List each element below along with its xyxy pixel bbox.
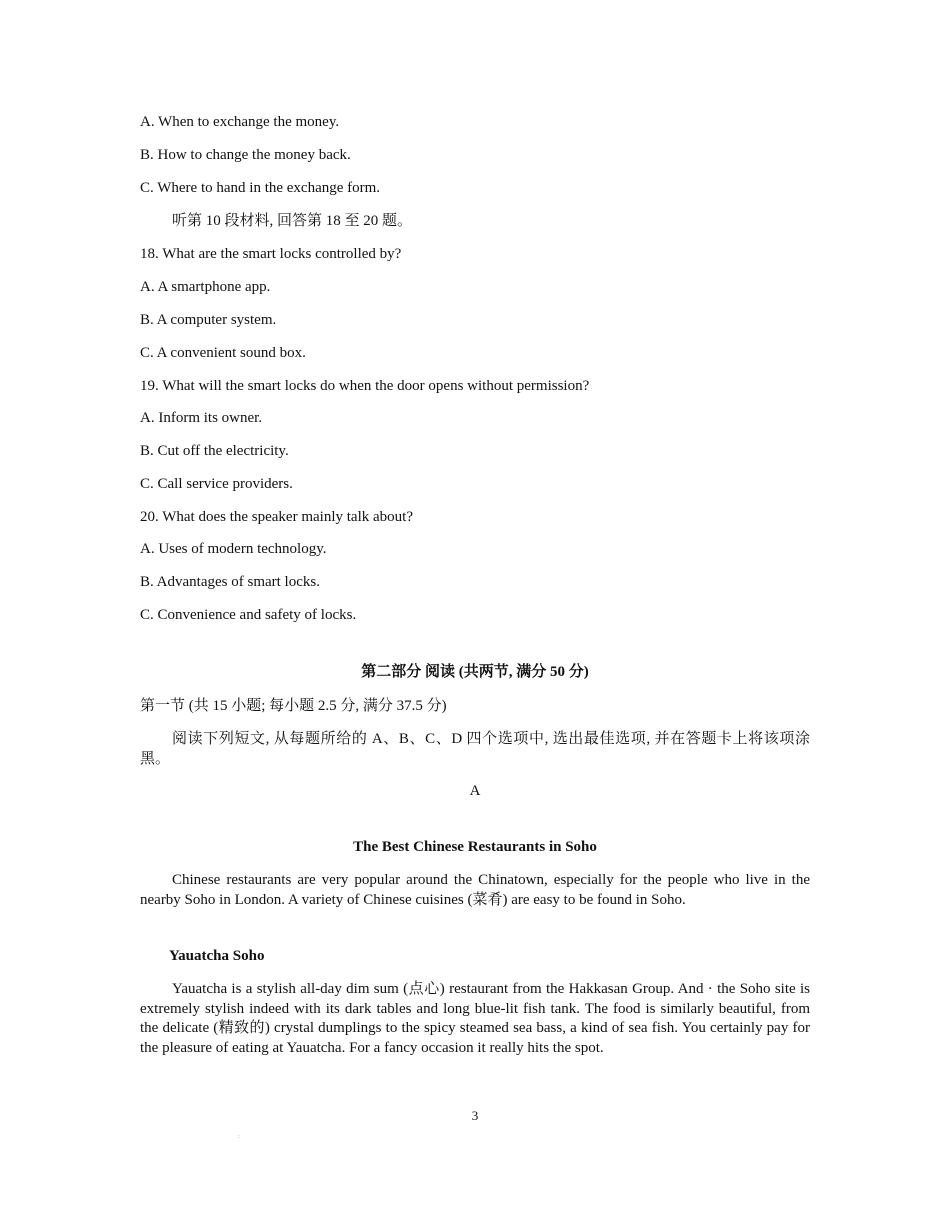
q19-option-c: C. Call service providers. <box>140 476 293 492</box>
q20-option-b: B. Advantages of smart locks. <box>140 574 320 590</box>
q18-question: 18. What are the smart locks controlled by? <box>140 246 402 262</box>
q19-option-a: A. Inform its owner. <box>140 410 263 426</box>
section1-title: 第一节 (共 15 小题; 每小题 2.5 分, 满分 37.5 分) <box>140 698 447 714</box>
q20-option-a: A. Uses of modern technology. <box>140 541 327 557</box>
reading-instructions: 阅读下列短文, 从每题所给的 A、B、C、D 四个选项中, 选出最佳选项, 并在答题卡上将该项涂黑。 <box>140 731 810 767</box>
q18-option-c: C. A convenient sound box. <box>140 345 306 361</box>
restaurant-heading: Yauatcha Soho <box>169 948 265 964</box>
q17-option-a: A. When to exchange the money. <box>140 114 340 130</box>
page-number: 3 <box>471 1108 479 1123</box>
q17-option-c: C. Where to hand in the exchange form. <box>140 180 381 196</box>
passage-label: A <box>469 783 481 799</box>
q19-question: 19. What will the smart locks do when the door opens without permission? <box>140 378 590 394</box>
footer-mark: : <box>238 1134 240 1140</box>
q19-option-b: B. Cut off the electricity. <box>140 443 289 459</box>
q17-option-b: B. How to change the money back. <box>140 147 351 163</box>
restaurant-description: Yauatcha is a stylish all-day dim sum (点心) restaurant from the Hakkasan Group. And · the Soho site is extremely stylish indeed with its dark tables and long blue-lit fish tank. The food is similarly beautiful, from the delicate (精致的) crystal dumplings to the spicy steamed sea bass, a kind of sea fish. You certainly pay for the pleasure of eating at Yauatcha. For a fancy occasion it really hits the spot. <box>140 981 810 1056</box>
q20-option-c: C. Convenience and safety of locks. <box>140 607 357 623</box>
section10-intro: 听第 10 段材料, 回答第 18 至 20 题。 <box>172 213 413 229</box>
part2-title: 第二部分 阅读 (共两节, 满分 50 分) <box>361 664 589 680</box>
q20-question: 20. What does the speaker mainly talk about? <box>140 509 413 525</box>
passage-intro: Chinese restaurants are very popular around the Chinatown, especially for the people who live in the nearby Soho in London. A variety of Chinese cuisines (菜肴) are easy to be found in Soho. <box>140 872 810 908</box>
q18-option-a: A. A smartphone app. <box>140 279 271 295</box>
passage-title: The Best Chinese Restaurants in Soho <box>353 839 597 855</box>
q18-option-b: B. A computer system. <box>140 312 277 328</box>
